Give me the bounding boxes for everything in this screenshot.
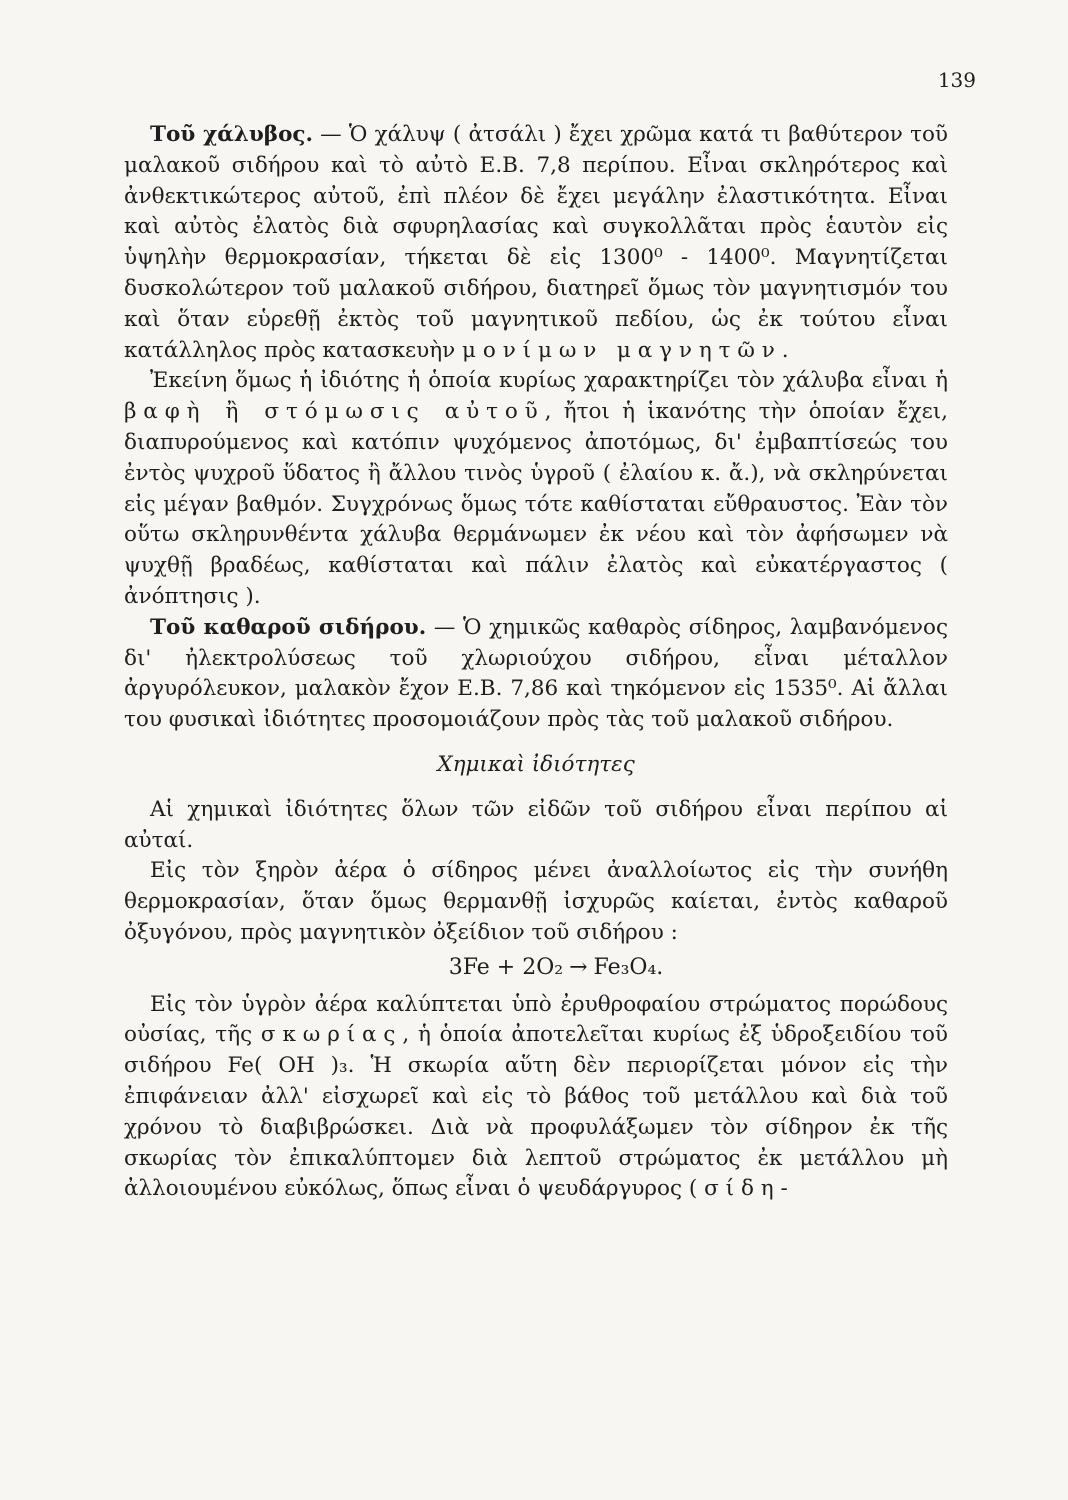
equation-product: Fe₃O₄. [593,954,664,980]
steel-spaced-term: μονίμων μαγνητῶν [462,337,782,363]
pure-iron-text: — Ὁ χημικῶς καθαρὸς σίδηρος, λαμβανόμενος δι' ἠλεκτρολύσεως τοῦ χλωριούχου σιδήρου, εἶναι μέταλλον ἀργυρόλευκον, μαλακὸν ἔχον Ε.Β. 7,86 καὶ τηκόμενον εἰς 1535⁰. Αἱ ἄλλαι του φυσικαὶ ἰδιότητες προσομοιάζουν πρὸς τὰς τοῦ μαλακοῦ σιδήρου. [124,614,948,733]
humid-text-b: , ἡ ὁποία ἀποτελεῖται κυρίως ἐξ ὑδροξειδίου τοῦ σιδήρου Fe( OH )₃. Ἡ σκωρία αὕτη δὲν περιορίζεται μόνον εἰς τὴν ἐπιφάνειαν ἀλλ' εἰσχωρεῖ καὶ εἰς τὸ βάθος τοῦ μετάλλου καὶ διὰ τοῦ χρόνου τὸ διαβιβρώσκει. Διὰ νὰ προφυλάξωμεν τὸν σίδηρον ἐκ τῆς σκωρίας τὸν ἐπικαλύπτομεν διὰ λεπτοῦ στρώματος ἐκ μετάλλου μὴ ἀλλοιουμένου εὐκόλως, ὅπως εἶναι ὁ ψευδάργυρος ( [124,1022,948,1202]
humid-air-paragraph [124,990,948,1206]
dry-air-paragraph: Εἰς τὸν ξηρὸν ἀέρα ὁ σίδηρος μένει ἀναλλοίωτος εἰς τὴν συνήθη θερμοκρασίαν, ὅταν ὅμως θερμανθῇ ἰσχυρῶς καίεται, ἐντὸς καθαροῦ ὀξυγόνου, πρὸς μαγνητικὸν ὀξείδιον τοῦ σιδήρου : [124,858,948,945]
rust-spaced-term: σκωρίας [260,1022,403,1048]
steel-heading: Τοῦ χάλυβος. [150,122,313,147]
page-number: 139 [937,68,976,92]
page-content [124,120,948,1205]
humid-text-a: Εἰς τὸν ὑγρὸν ἀέρα καλύπτεται ὑπὸ ἐρυθροφαίου στρώματος πορώδους οὐσίας, τῆς [124,991,948,1048]
steel-text: — Ὁ χάλυψ ( ἀτσάλι ) ἔχει χρῶμα κατά τι βαθύτερον τοῦ μαλακοῦ σιδήρου καὶ τὸ αὐτὸ Ε.Β. 7,8 περίπου. Εἶναι σκληρότερος καὶ ἀνθεκτικώτερος αὐτοῦ, ἐπὶ πλέον δὲ ἔχει μεγάλην ἐλαστικότητα. Εἶναι καὶ αὐτὸς ἐλατὸς διὰ σφυρηλασίας καὶ συγκολλᾶται πρὸς ἑαυτὸν εἰς ὑψηλὴν θερμοκρασίαν, τήκεται δὲ εἰς 1300⁰ - 1400⁰. Μαγνητίζεται δυσκολώτερον τοῦ μαλακοῦ σιδήρου, διατηρεῖ ὅμως τὸν μαγνητισμόν του καὶ ὅταν εὑρεθῇ ἐκτὸς τοῦ μαγνητικοῦ πεδίου, ὡς ἐκ τούτου εἶναι κατάλληλος πρὸς κατασκευὴν [124,122,948,363]
steel-text-end: . [781,337,789,363]
oxidation-equation [124,953,948,984]
steel-quenching-paragraph [124,366,948,612]
quenching-text-b: , ἤτοι ἡ ἱκανότης τὴν ὁποίαν ἔχει, διαπυρούμενος καὶ κατόπιν ψυχόμενος ἀποτόμως, δι' ἐμβαπτίσεώς του ἐντὸς ψυχροῦ ὕδατος ἢ ἄλλου τινὸς ὑγροῦ ( ἐλαίου κ. ἄ.), νὰ σκληρύνεται εἰς μέγαν βαθμόν. Συγχρόνως ὅμως τότε καθίσταται εὔθραυστος. Ἐὰν τὸν οὕτω σκληρυνθέντα χάλυβα θερμάνωμεν ἐκ νέου καὶ τὸν ἀφήσωμεν νὰ ψυχθῇ βραδέως, καθίσταται καὶ πάλιν ἐλατὸς καὶ εὐκατέργαστος ( ἀνόπτησις ). [124,399,948,609]
chemical-intro-paragraph: Αἱ χημικαὶ ἰδιότητες ὅλων τῶν εἰδῶν τοῦ σιδήρου εἶναι περίπου αἱ αὐταί. [124,796,948,853]
pure-iron-heading: Τοῦ καθαροῦ σιδήρου. [150,614,427,640]
equation-reactants: 3Fe + 2O₂ [448,954,564,980]
quenching-text-a: Ἐκείνη ὅμως ἡ ἰδιότης ἡ ὁποία κυρίως χαρακτηρίζει τὸν χάλυβα εἶναι ἡ [150,368,948,394]
arrow-icon: → [569,954,588,980]
quenching-spaced-term: βαφὴ ἢ στόμωσις αὐτοῦ [124,399,545,425]
pure-iron-paragraph [124,613,948,736]
steel-paragraph [124,120,948,366]
chemical-properties-heading: Χημικαὶ ἰδιότητες [437,751,635,777]
trailing-spaced-term: σίδη- [704,1176,795,1202]
